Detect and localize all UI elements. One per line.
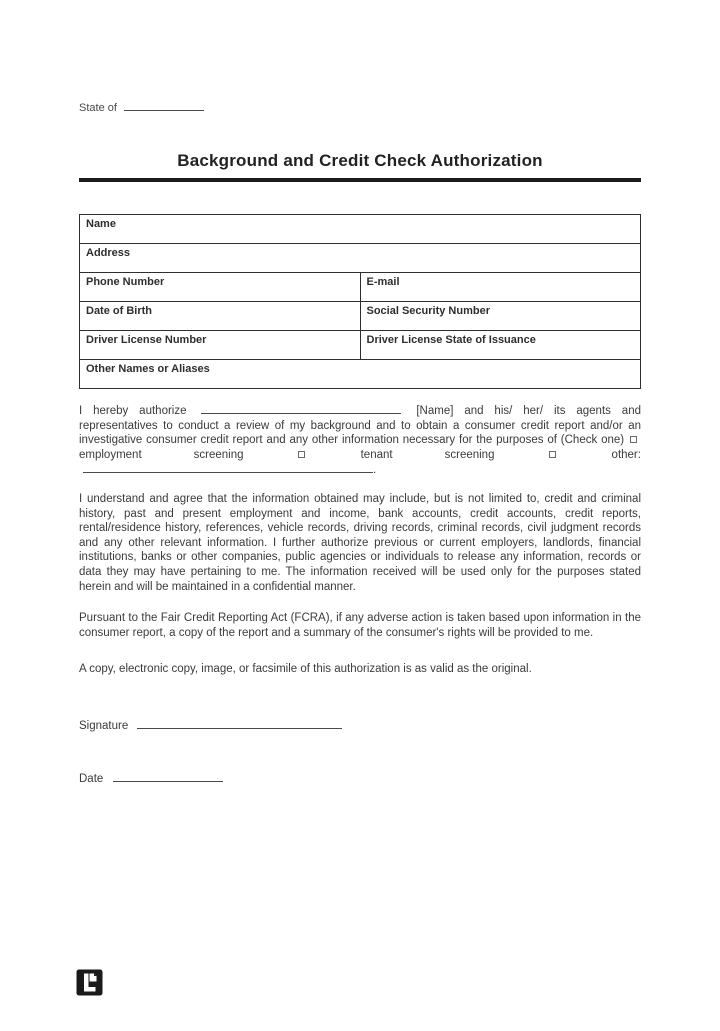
field-driver-license-number[interactable] [80, 331, 361, 360]
field-other-names-label: Other Names or Aliases [86, 363, 210, 375]
table-row [80, 215, 641, 244]
signature-blank-line[interactable] [137, 718, 342, 729]
field-date-of-birth-label: Date of Birth [86, 305, 152, 317]
field-date-of-birth[interactable] [80, 302, 361, 331]
field-driver-license-state-label: Driver License State of Issuance [366, 334, 536, 346]
other-checkbox[interactable] [549, 451, 556, 458]
field-name-label: Name [86, 218, 116, 230]
authorization-text-end: . [373, 464, 377, 477]
field-name[interactable] [80, 215, 641, 244]
field-address[interactable] [80, 244, 641, 273]
field-email[interactable] [360, 273, 641, 302]
field-email-label: E-mail [366, 276, 400, 288]
field-phone-number[interactable] [80, 273, 361, 302]
field-ssn[interactable] [360, 302, 641, 331]
title-divider [79, 178, 641, 182]
date-blank-line[interactable] [113, 771, 223, 782]
tenant-screening-label: tenant screening [360, 448, 495, 461]
legal-templates-logo-icon [76, 969, 103, 996]
table-row [80, 273, 641, 302]
signature-label: Signature [79, 719, 129, 732]
copy-validity-paragraph: A copy, electronic copy, image, or facsimile of this authorization is as valid as the original. [79, 663, 532, 676]
field-other-names[interactable] [80, 360, 641, 389]
state-blank-line[interactable] [124, 100, 204, 111]
authorized-name-blank-line[interactable] [201, 403, 401, 414]
field-driver-license-number-label: Driver License Number [86, 334, 207, 346]
table-row [80, 331, 641, 360]
authorization-paragraph [79, 403, 641, 478]
field-ssn-label: Social Security Number [366, 305, 490, 317]
document-page [0, 100, 720, 1031]
table-row [80, 302, 641, 331]
fcra-paragraph: Pursuant to the Fair Credit Reporting Act (FCRA), if any adverse action is taken based upon information in the consumer report, a copy of the report and a summary of the consumer's rights will be provided to me. [79, 612, 641, 639]
employment-screening-label: employment screening [79, 448, 244, 461]
personal-info-table [79, 214, 641, 389]
date-label: Date [79, 772, 104, 785]
field-phone-number-label: Phone Number [86, 276, 165, 288]
field-driver-license-state[interactable] [360, 331, 641, 360]
employment-screening-checkbox[interactable] [630, 436, 637, 443]
page-title: Background and Credit Check Authorization [177, 151, 543, 170]
authorization-text-start: I hereby authorize [79, 405, 187, 417]
table-row [80, 360, 641, 389]
table-row [80, 244, 641, 273]
information-scope-paragraph: I understand and agree that the information obtained may include, but is not limited to, credit and criminal history, past and present employment and income, bank accounts, credit accounts, credit reports, rental/residence history, references, vehicle records, driving records, criminal records, civil judgment records and any other relevant information. I further authorize previous or current employers, landlords, financial institutions, banks or other companies, public agencies or individuals to release any information, records or data they may have pertaining to me. The information received will be used only for the purposes stated herein and will be maintained in a confidential manner. [79, 492, 641, 593]
state-of-label: State of [79, 102, 117, 114]
tenant-screening-checkbox[interactable] [298, 451, 305, 458]
date-row [79, 771, 641, 785]
other-purpose-blank-line[interactable] [83, 462, 373, 473]
field-address-label: Address [86, 247, 131, 259]
other-label: other: [611, 448, 641, 461]
authorization-text-body: [Name] and his/ her/ its agents and representatives to conduct a review of my background and to obtain a consumer credit report and/or an investigative consumer credit report and any other information necessary for the purposes of (Check one) [79, 405, 641, 447]
state-of-line [79, 100, 641, 114]
signature-row [79, 718, 641, 732]
